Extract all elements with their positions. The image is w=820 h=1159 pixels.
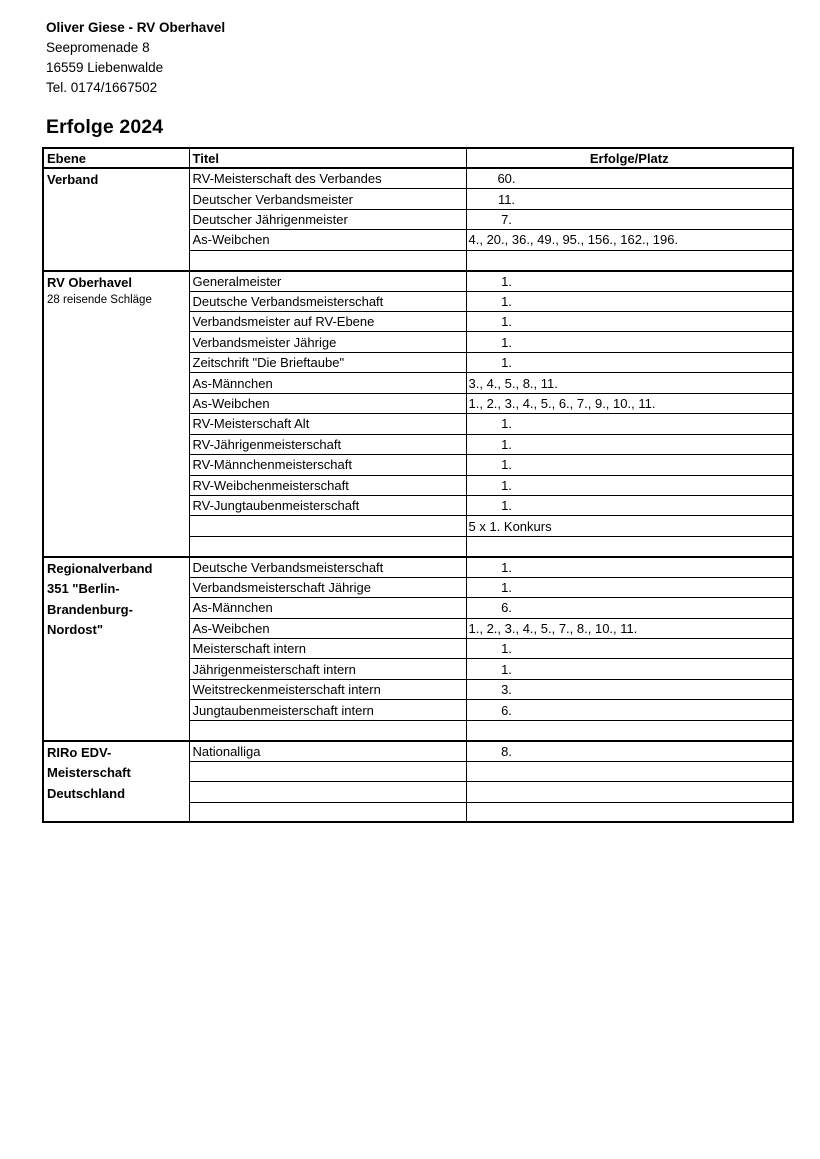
platz-cell [466,557,793,577]
titel-cell [189,720,466,740]
sender-street: Seepromenade 8 [46,40,150,55]
platz-value: 1. [501,641,512,657]
platz-value: 1. [501,293,512,309]
sender-name: Oliver Giese - RV Oberhavel [46,20,226,35]
platz-cell [466,741,793,761]
platz-cell [466,679,793,699]
platz-cell [466,230,793,250]
platz-cell [466,189,793,209]
titel-cell [189,250,466,270]
platz-value: 1. [501,477,512,493]
platz-value: 1. [501,334,512,350]
titel-cell: Deutsche Verbandsmeisterschaft [189,557,466,577]
titel-cell [189,761,466,781]
column-header-erfolge-platz: Erfolge/Platz [466,148,793,168]
titel-cell: As-Weibchen [189,618,466,638]
ebene-label-line: Verband [47,172,99,188]
titel-cell: Verbandsmeister auf RV-Ebene [189,312,466,332]
sender-city: 16559 Liebenwalde [46,60,164,75]
table-row [43,557,793,577]
platz-value: 1. [501,416,512,432]
platz-value: 1. [501,314,512,330]
platz-cell [466,434,793,454]
titel-cell: As-Weibchen [189,393,466,413]
platz-cell [466,577,793,597]
results-table-body [43,168,793,822]
platz-cell [466,271,793,291]
ebene-label-line: Deutschland [47,785,126,801]
ebene-subtitle: 28 reisende Schläge [47,294,152,307]
titel-cell: Weitstreckenmeisterschaft intern [189,679,466,699]
platz-value: 60. [497,171,516,187]
titel-cell: Nationalliga [189,741,466,761]
platz-value: 11. [497,191,516,207]
platz-cell [466,761,793,781]
titel-cell: RV-Meisterschaft Alt [189,414,466,434]
platz-value: 1. [501,355,512,371]
platz-value: 1. [501,457,512,473]
platz-cell [466,782,793,802]
platz-value: 4., 20., 36., 49., 95., 156., 162., 196. [468,232,679,248]
titel-cell [189,802,466,822]
ebene-label-line: Nordost" [47,621,103,637]
titel-cell: RV-Jährigenmeisterschaft [189,434,466,454]
platz-value: 1. [501,498,512,514]
platz-cell [466,209,793,229]
table-row [43,168,793,188]
platz-value: 1., 2., 3., 4., 5., 6., 7., 9., 10., 11. [468,395,656,411]
platz-cell [466,802,793,822]
platz-value: 8. [501,743,512,759]
platz-cell [466,659,793,679]
ebene-label-line: RV Oberhavel [47,274,133,290]
page-title: Erfolge 2024 [46,116,164,138]
platz-cell [466,414,793,434]
ebene-cell [43,557,189,741]
titel-cell: Jungtaubenmeisterschaft intern [189,700,466,720]
platz-cell [466,639,793,659]
titel-cell: Deutscher Verbandsmeister [189,189,466,209]
platz-cell [466,516,793,536]
column-header-ebene: Ebene [43,148,189,168]
ebene-label-line: RIRo EDV- [47,744,112,760]
table-header-row [43,148,793,168]
titel-cell [189,516,466,536]
titel-cell: Deutscher Jährigenmeister [189,209,466,229]
platz-value: 7. [501,212,512,228]
platz-cell [466,312,793,332]
ebene-label-line: Regionalverband [47,560,153,576]
platz-value: 1. [501,661,512,677]
platz-value: 6. [501,702,512,718]
platz-value: 3. [501,682,512,698]
platz-cell [466,455,793,475]
platz-value: 1., 2., 3., 4., 5., 7., 8., 10., 11. [468,620,638,636]
ebene-label-line: Meisterschaft [47,765,131,781]
column-header-titel: Titel [189,148,466,168]
ebene-cell [43,168,189,270]
platz-cell [466,618,793,638]
platz-cell [466,250,793,270]
titel-cell: Jährigenmeisterschaft intern [189,659,466,679]
titel-cell: RV-Weibchenmeisterschaft [189,475,466,495]
titel-cell: Verbandsmeister Jährige [189,332,466,352]
titel-cell: As-Weibchen [189,230,466,250]
platz-cell [466,291,793,311]
table-row [43,741,793,761]
table-row [43,271,793,291]
platz-cell [466,393,793,413]
titel-cell: Verbandsmeisterschaft Jährige [189,577,466,597]
titel-cell [189,536,466,556]
sender-phone: Tel. 0174/1667502 [46,80,158,95]
platz-cell [466,700,793,720]
results-table [42,147,794,823]
platz-cell [466,475,793,495]
titel-cell: RV-Meisterschaft des Verbandes [189,168,466,188]
platz-cell [466,332,793,352]
titel-cell [189,782,466,802]
titel-cell: RV-Männchenmeisterschaft [189,455,466,475]
platz-cell [466,373,793,393]
titel-cell: Generalmeister [189,271,466,291]
platz-value: 6. [501,600,512,616]
titel-cell: Zeitschrift "Die Brieftaube" [189,352,466,372]
platz-cell [466,536,793,556]
titel-cell: RV-Jungtaubenmeisterschaft [189,495,466,515]
ebene-label-line: 351 "Berlin- [47,581,120,597]
platz-cell [466,598,793,618]
titel-cell: As-Männchen [189,373,466,393]
sender-address-block [46,18,225,98]
platz-value: 5 x 1. Konkurs [468,518,552,534]
platz-value: 1. [501,559,512,575]
titel-cell: Deutsche Verbandsmeisterschaft [189,291,466,311]
ebene-cell [43,741,189,823]
ebene-label-line: Brandenburg- [47,601,133,617]
titel-cell: Meisterschaft intern [189,639,466,659]
titel-cell: As-Männchen [189,598,466,618]
platz-value: 1. [501,579,512,595]
platz-cell [466,495,793,515]
platz-value: 1. [501,273,512,289]
platz-value: 3., 4., 5., 8., 11. [468,375,558,391]
platz-cell [466,168,793,188]
platz-value: 1. [501,436,512,452]
platz-cell [466,720,793,740]
platz-cell [466,352,793,372]
ebene-cell [43,271,189,557]
